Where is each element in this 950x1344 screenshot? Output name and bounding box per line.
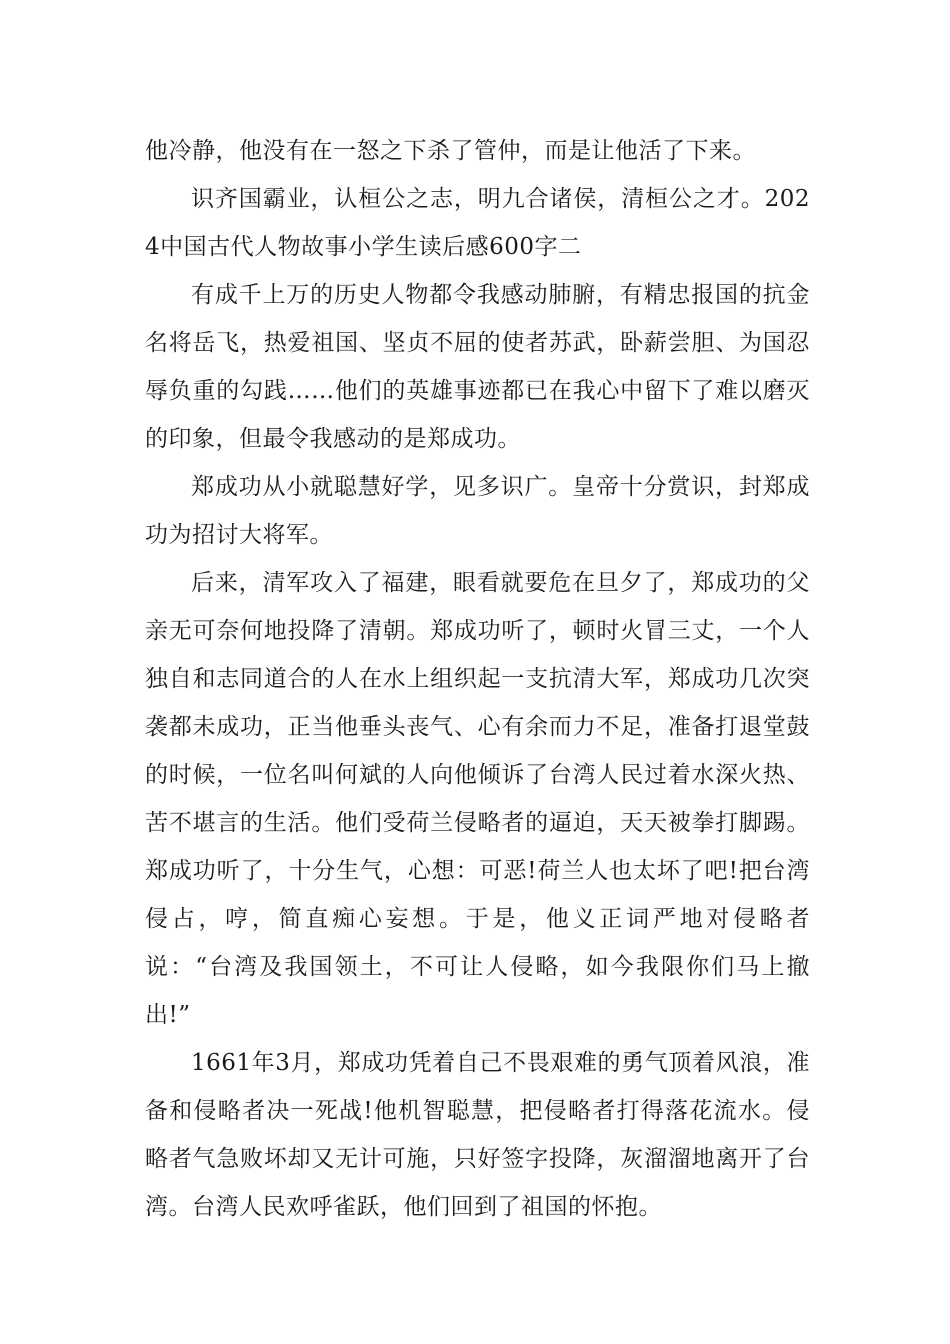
paragraph-3: 有成千上万的历史人物都令我感动肺腑，有精忠报国的抗金名将岳飞，热爱祖国、坚贞不屈的使者苏武，卧薪尝胆、为国忍辱负重的勾践……他们的英雄事迹都已在我心中留下了难以磨灭的印象，但最令我感动的是郑成功。: [145, 282, 810, 452]
paragraph-2: 识齐国霸业，认桓公之志，明九合诸侯，清桓公之才。2024中国古代人物故事小学生读后感600字二: [145, 186, 810, 260]
paragraph-5: 后来，清军攻入了福建，眼看就要危在旦夕了，郑成功的父亲无可奈何地投降了清朝。郑成功听了，顿时火冒三丈，一个人独自和志同道合的人在水上组织起一支抗清大军，郑成功几次突袭都未成功，正当他垂头丧气、心有余而力不足，准备打退堂鼓的时候，一位名叫何斌的人向他倾诉了台湾人民过着水深火热、苦不堪言的生活。他们受荷兰侵略者的逼迫，天天被拳打脚踢。郑成功听了，十分生气，心想：可恶!荷兰人也太坏了吧!把台湾侵占，哼，简直痴心妄想。于是，他义正词严地对侵略者说：“台湾及我国领土，不可让人侵略，如今我限你们马上撤出!”: [145, 570, 810, 1028]
document-body: [145, 127, 810, 1231]
paragraph-4: 郑成功从小就聪慧好学，见多识广。皇帝十分赏识，封郑成功为招讨大将军。: [145, 474, 810, 548]
paragraph-1: 他冷静，他没有在一怒之下杀了管仲，而是让他活了下来。: [145, 138, 756, 164]
paragraph-6: 1661年3月，郑成功凭着自己不畏艰难的勇气顶着风浪，准备和侵略者决一死战!他机智聪慧，把侵略者打得落花流水。侵略者气急败坏却又无计可施，只好签字投降，灰溜溜地离开了台湾。台湾人民欢呼雀跃，他们回到了祖国的怀抱。: [145, 1050, 810, 1220]
